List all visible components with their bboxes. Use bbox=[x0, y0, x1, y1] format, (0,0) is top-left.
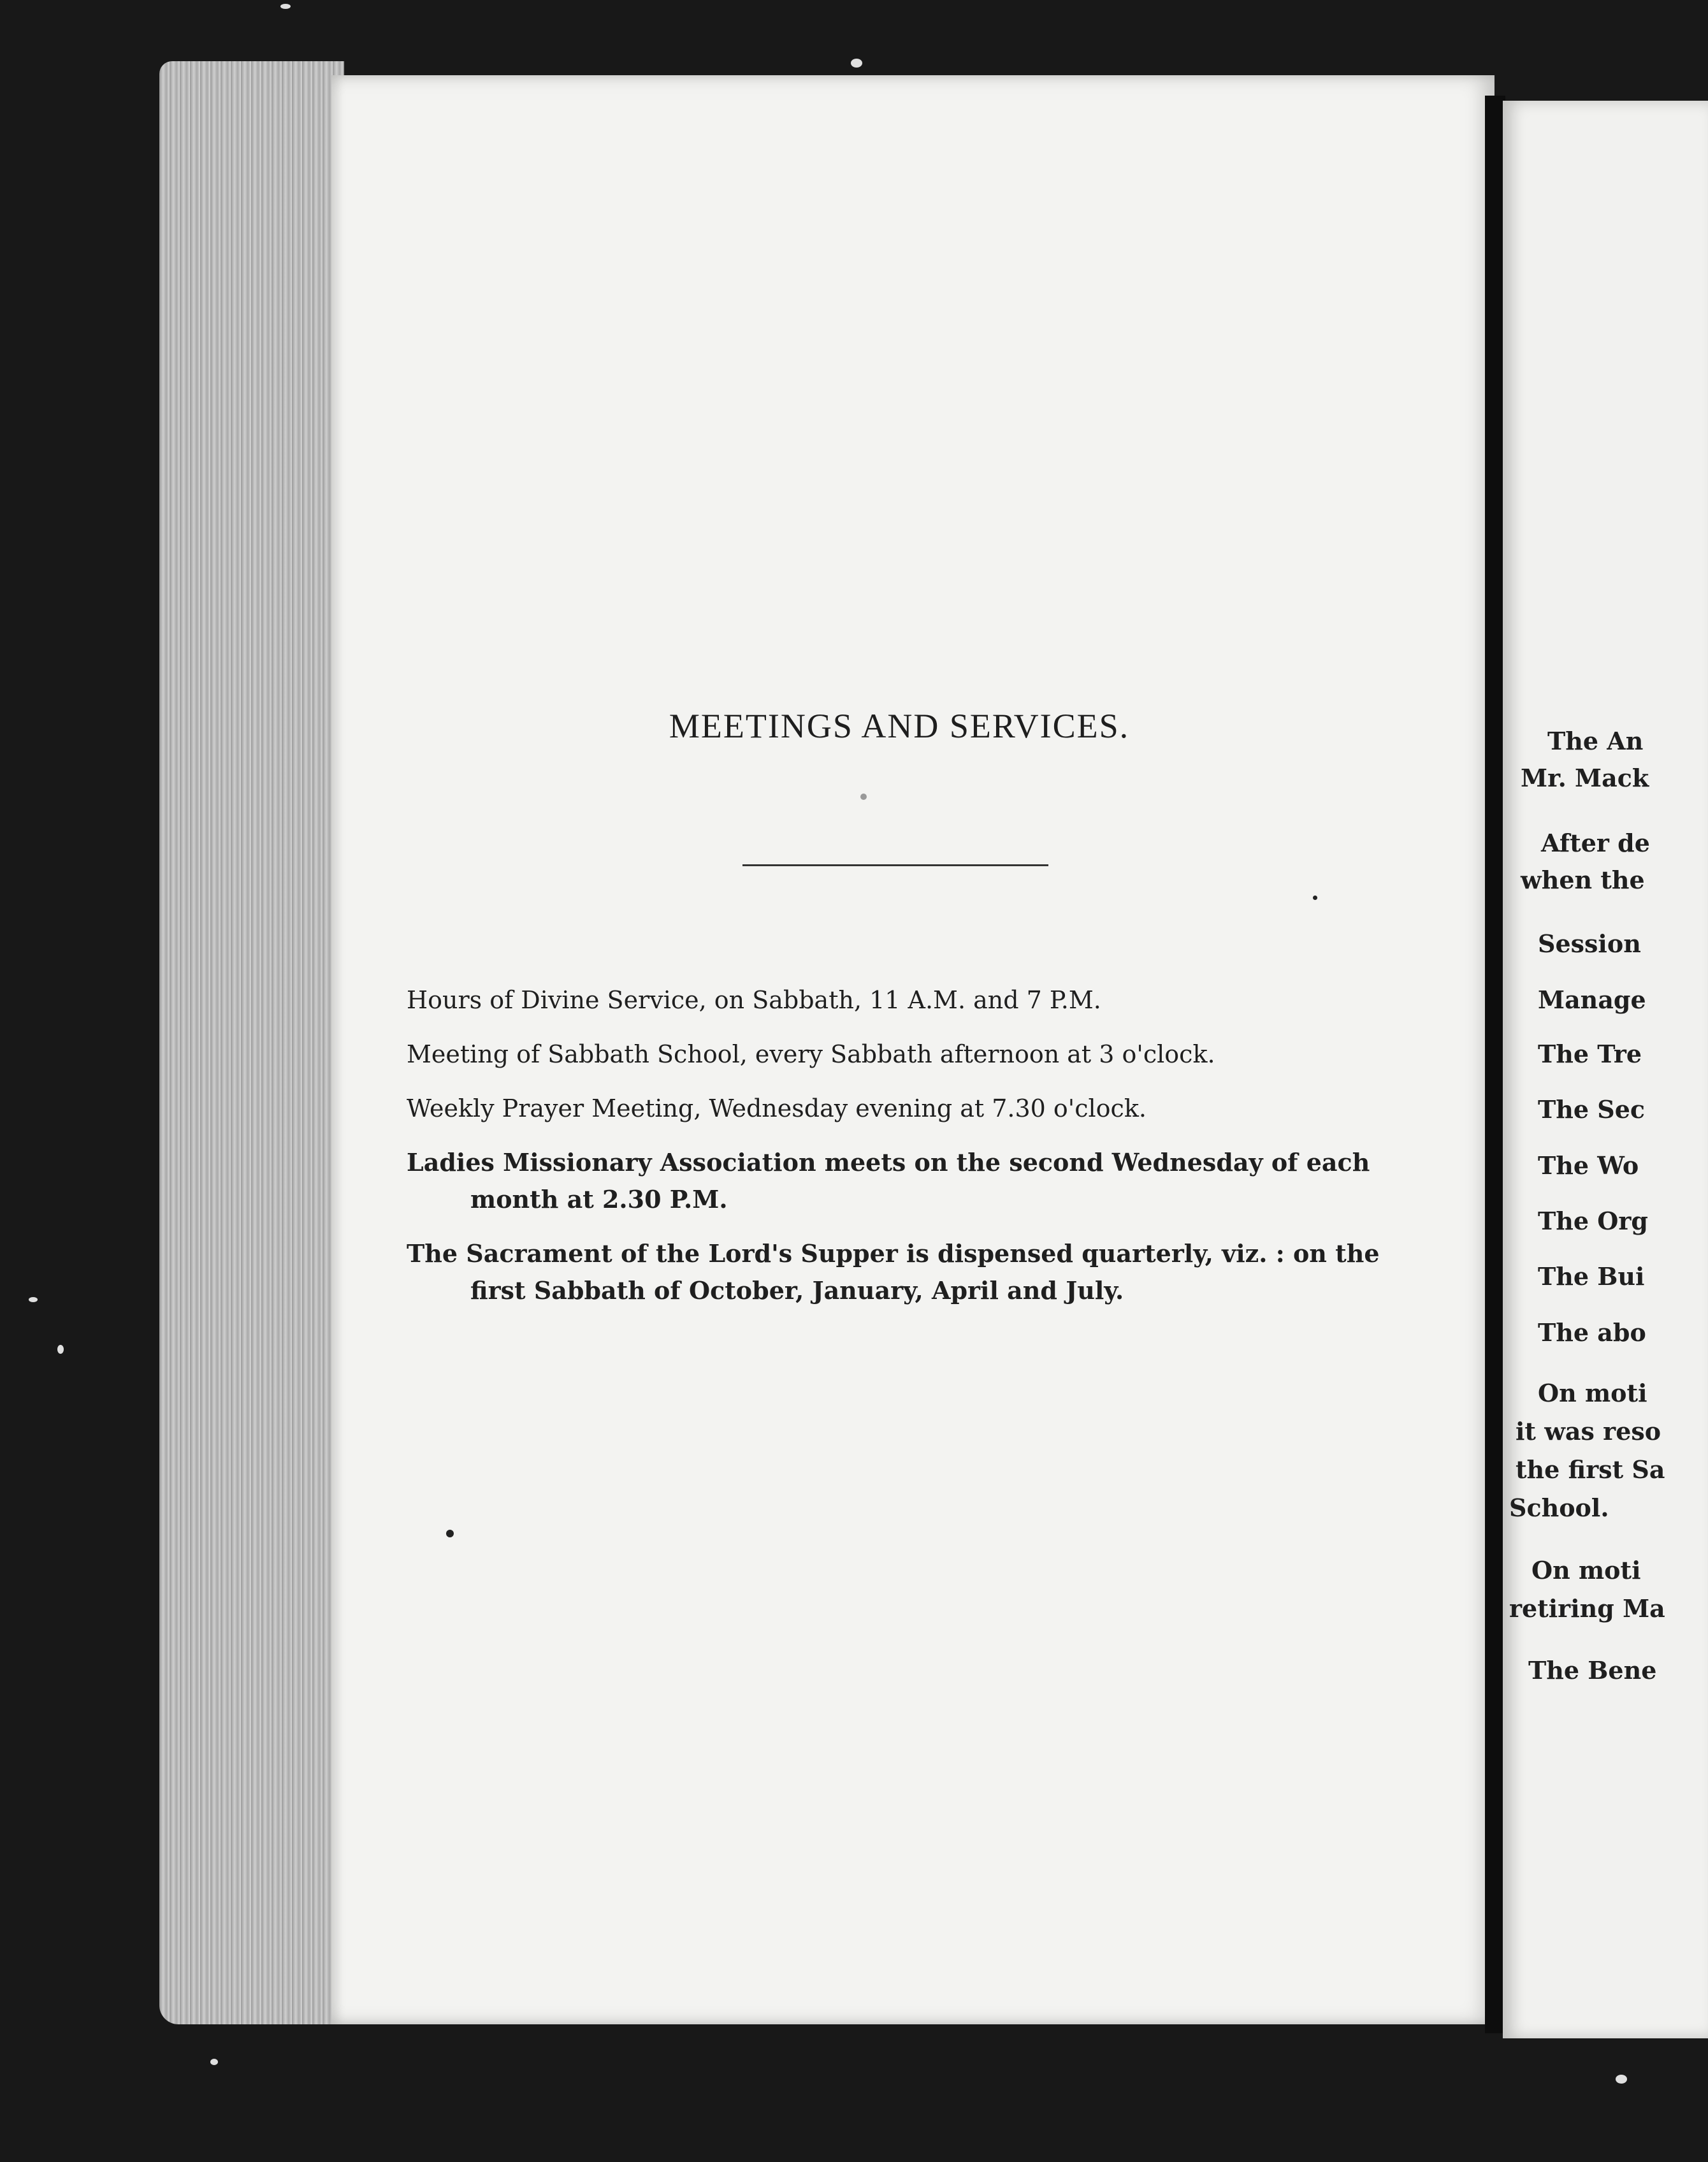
schedule-entry: Meeting of Sabbath School, every Sabbath afternoon at 3 o'clock. bbox=[407, 1040, 1215, 1068]
dust-speck bbox=[210, 2059, 218, 2065]
dust-speck bbox=[29, 1297, 38, 1302]
right-page-line: The abo bbox=[1538, 1318, 1646, 1347]
schedule-entry: Weekly Prayer Meeting, Wednesday evening at 7.30 o'clock. bbox=[407, 1094, 1147, 1122]
ink-speck bbox=[860, 794, 867, 800]
right-page-line: it was reso bbox=[1516, 1417, 1661, 1446]
right-page bbox=[1503, 101, 1708, 2038]
right-page-line: The Bene bbox=[1528, 1656, 1657, 1685]
right-page-line: The Bui bbox=[1538, 1262, 1645, 1291]
right-page-line: After de bbox=[1541, 829, 1650, 857]
book-page-edges bbox=[159, 61, 344, 2024]
right-page-line: The Tre bbox=[1538, 1040, 1642, 1068]
right-page-line: Session bbox=[1538, 929, 1641, 958]
right-page-line: retiring Ma bbox=[1509, 1594, 1665, 1623]
dust-speck bbox=[57, 1345, 64, 1354]
right-page-line: The An bbox=[1547, 727, 1644, 755]
dust-speck bbox=[280, 4, 291, 9]
right-page-line: the first Sa bbox=[1516, 1455, 1665, 1484]
right-page-line: The Org bbox=[1538, 1207, 1649, 1235]
right-page-line: when the bbox=[1521, 866, 1645, 894]
heading-rule bbox=[742, 864, 1048, 866]
right-page-line: On moti bbox=[1531, 1556, 1641, 1585]
right-page-line: Manage bbox=[1538, 985, 1646, 1014]
schedule-entry: Hours of Divine Service, on Sabbath, 11 A.M. and 7 P.M. bbox=[407, 986, 1101, 1014]
schedule-entry: The Sacrament of the Lord's Supper is dispensed quarterly, viz. : on the first Sabbath of October, January, April and July. bbox=[407, 1239, 1380, 1305]
dust-speck bbox=[851, 59, 862, 68]
dust-speck bbox=[1616, 2075, 1627, 2084]
right-page-line: On moti bbox=[1538, 1379, 1647, 1407]
right-page-line: The Wo bbox=[1538, 1151, 1639, 1180]
right-page-line: The Sec bbox=[1538, 1095, 1646, 1124]
ink-speck bbox=[446, 1530, 454, 1537]
right-page-line: School. bbox=[1509, 1493, 1609, 1522]
schedule-entry: Ladies Missionary Association meets on the second Wednesday of each month at 2.30 P.M. bbox=[407, 1148, 1370, 1214]
page-heading: MEETINGS AND SERVICES. bbox=[669, 707, 1130, 745]
right-page-line: Mr. Mack bbox=[1521, 764, 1649, 792]
schedule-list bbox=[407, 982, 1401, 1326]
ink-speck bbox=[1313, 896, 1317, 900]
